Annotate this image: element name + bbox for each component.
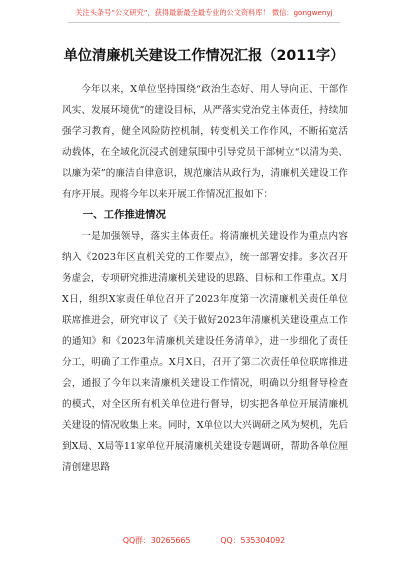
section-heading: 一、工作推进情况	[82, 209, 166, 221]
document-title: 单位清廉机关建设工作情况汇报（2011字）	[63, 48, 345, 64]
section-paragraph: 一是加强领导，落实主体责任。将清廉机关建设作为重点内容纳入《2023年区直机关党的工作要点》，统一部署安排。多次召开务虚会，专项研究推进清廉机关建设的思路、目标和工作重点。X月X日，组织X家责任单位召开了2023年度第一次清廉机关责任单位联席推进会，研究审议了《关于做好2023年清廉机关建设重点工作的通知》和《2023年清廉机关建设任务清单》，进一步细化了责任分工，明确了工作重点。X月X日，召开了第二次责任单位联席推进会，通报了今年以来清廉机关建设工作情况，明确以分组督导检查的模式，对全区所有机关单位进行督导，切实把各单位开展清廉机关建设的情况收集上来。同时，X单位以大兴调研之风为契机，先后到X局、X局等11家单位开展清廉机关建设专题调研，帮助各单位厘清创建思路	[62, 231, 348, 473]
document-body	[62, 79, 348, 478]
header-banner: 关注头条号“公文研究”，获得最新最全最专业的公文资料库！ 微信：gongwenyj	[75, 8, 333, 17]
footer-qq: QQ：535304092	[220, 536, 286, 545]
intro-paragraph: 今年以来，X单位坚持围绕“政治生态好、用人导向正、干部作风实、发展环境优”的建设目标，从严落实党治党主体责任，持续加强学习教育，健全风险防控机制，转变机关工作作风，不断拓宽活动载体，在全域化沉浸式创建氛围中引导党员干部树立“以清为美、以廉为荣”的廉洁自律意识，规范廉洁从政行为，清廉机关建设工作有序开展。现将今年以来开展工作情况汇报如下：	[62, 84, 348, 200]
footer-contact	[0, 535, 408, 546]
header-divider	[68, 22, 340, 23]
footer-qq-group: QQ群：30265665	[122, 536, 191, 545]
